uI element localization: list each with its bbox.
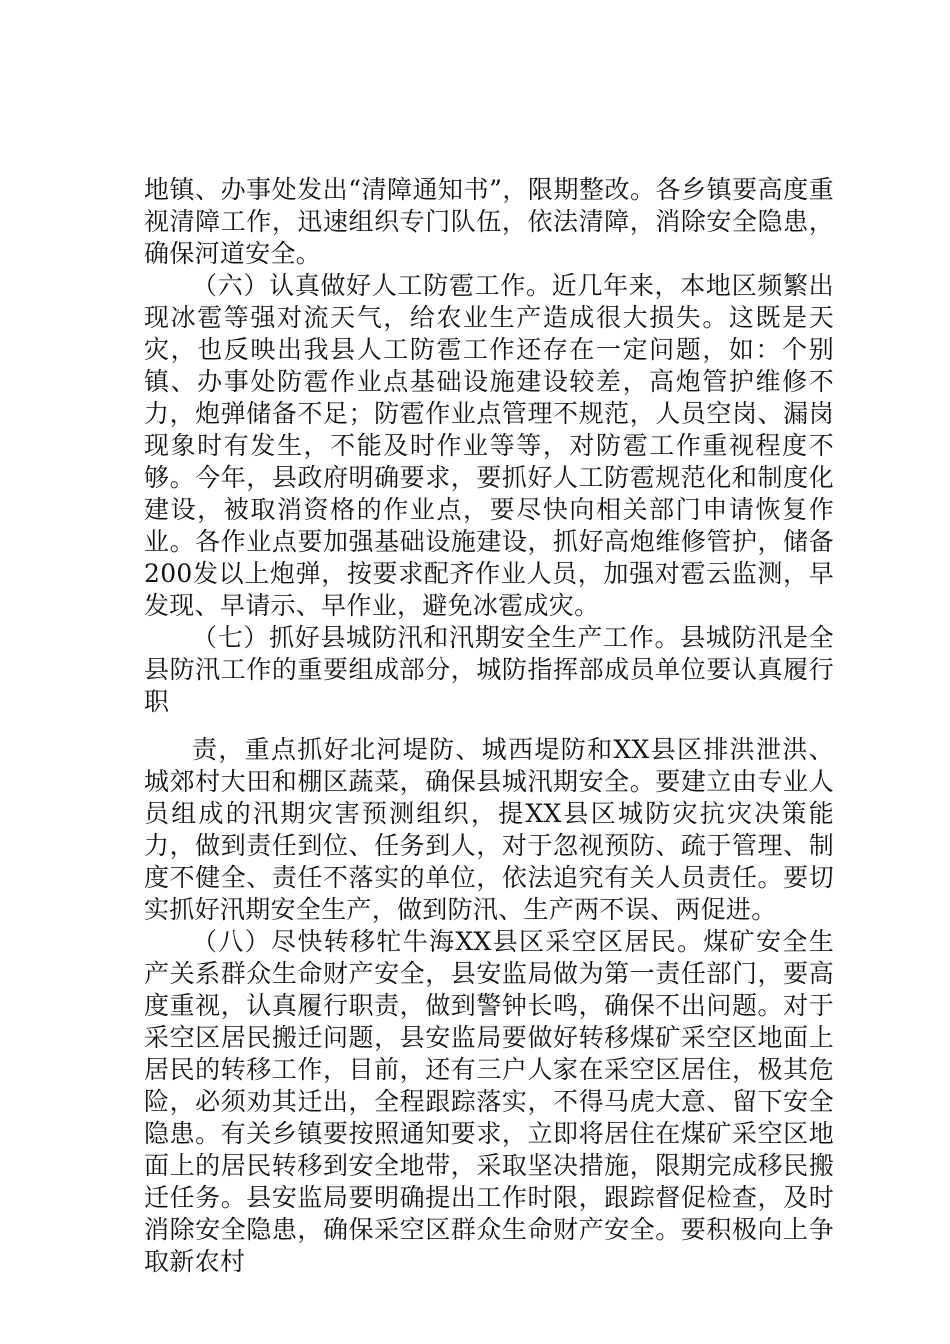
paragraph-mining-area-relocation: （八）尽快转移牤牛海XX县区采空区居民。煤矿安全生产关系群众生命财产安全，县安监局做为第一责任部门，要高度重视，认真履行职责，做到警钟长鸣，确保不出问题。对于采空区居民搬迁问题，县安监局要做好转移煤矿采空区地面上居民的转移工作，目前，还有三户人家在采空区居住，极其危险，必须劝其迁出，全程跟踪落实，不得马虎大意、留下安全隐患。有关乡镇要按照通知要求，立即将居住在煤矿采空区地面上的居民转移到安全地带，采取坚决措施，限期完成移民搬迁任务。县安监局要明确提出工作时限，跟踪督促检查，及时消除安全隐患，确保采空区群众生命财产安全。要积极向上争取新农村 xyxy=(144,927,834,1276)
paragraph-county-flood-control: （七）抓好县城防汛和汛期安全生产工作。县城防汛是全县防汛工作的重要组成部分，城防指挥部成员单位要认真履行职 xyxy=(144,623,834,716)
paragraph-county-flood-control-continued: 责，重点抓好北河堤防、城西堤防和XX县区排洪泄洪、城郊村大田和棚区蔬菜，确保县城汛期安全。要建立由专业人员组成的汛期灾害预测组织，提XX县区城防灾抗灾决策能力，做到责任到位、任务到人，对于忽视预防、疏于管理、制度不健全、责任不落实的单位，依法追究有关人员责任。要切实抓好汛期安全生产，做到防汛、生产两不误、两促进。 xyxy=(144,735,834,924)
document-body xyxy=(144,174,834,1278)
paragraph-continuation-clearance: 地镇、办事处发出“清障通知书”，限期整改。各乡镇要高度重视清障工作，迅速组织专门队伍，依法清障，消除安全隐患，确保河道安全。 xyxy=(144,175,834,268)
paragraph-hail-prevention: （六）认真做好人工防雹工作。近几年来，本地区频繁出现冰雹等强对流天气，给农业生产造成很大损失。这既是天灾，也反映出我县人工防雹工作还存在一定问题，如：个别镇、办事处防雹作业点基础设施建设较差，高炮管护维修不力，炮弹储备不足；防雹作业点管理不规范，人员空岗、漏岗现象时有发生，不能及时作业等等，对防雹工作重视程度不够。今年，县政府明确要求，要抓好人工防雹规范化和制度化建设，被取消资格的作业点，要尽快向相关部门申请恢复作业。各作业点要加强基础设施建设，抓好高炮维修管护，储备200发以上炮弹，按要求配齐作业人员，加强对雹云监测，早发现、早请示、早作业，避免冰雹成灾。 xyxy=(144,271,834,620)
